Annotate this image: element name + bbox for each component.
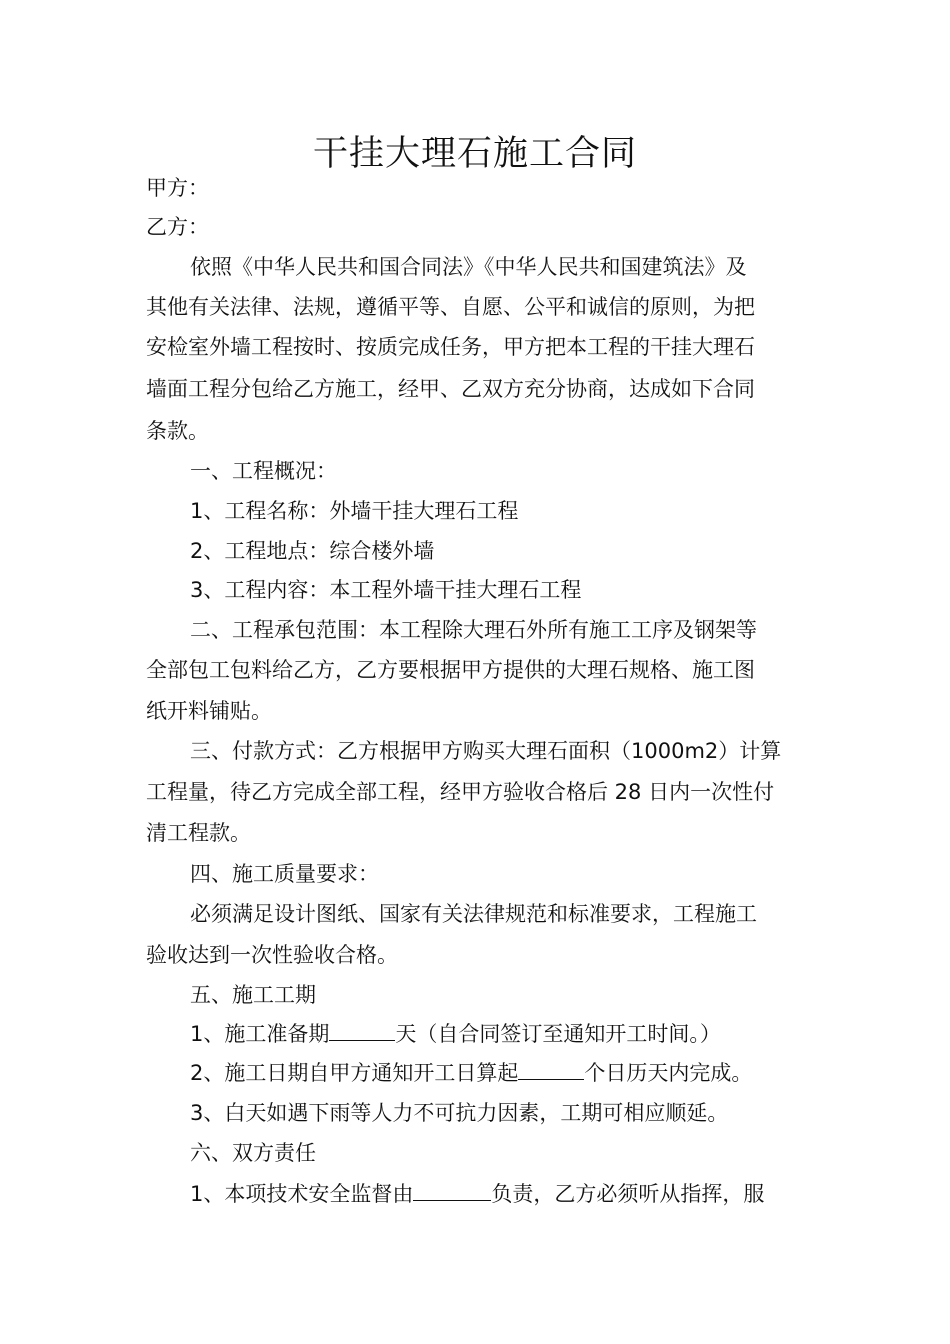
section-6-item-1 [190,1180,764,1208]
intro-line: 墙面工程分包给乙方施工，经甲、乙双方充分协商，达成如下合同 [146,377,755,401]
party-b-label: 乙方： [146,215,209,239]
section-1-heading: 一、工程概况： [190,459,337,483]
intro-line: 依照《中华人民共和国合同法》《中华人民共和国建筑法》及 [190,255,747,279]
section-6-item-1-text: 负责，乙方必须听从指挥，服 [491,1182,765,1206]
section-4-line: 验收达到一次性验收合格。 [146,943,398,967]
section-2-line: 全部包工包料给乙方，乙方要根据甲方提供的大理石规格、施工图 [146,658,755,682]
section-5-item-1 [190,1020,721,1048]
section-5-item-1-text: 1、施工准备期 [190,1022,330,1046]
fill-in-blank [518,1061,584,1080]
section-6-item-1-text: 1、本项技术安全监督由 [190,1182,414,1206]
section-3-line: 三、付款方式：乙方根据甲方购买大理石面积（1000m2）计算 [190,739,782,763]
section-6-heading: 六、双方责任 [190,1141,316,1165]
section-2-line: 二、工程承包范围：本工程除大理石外所有施工工序及钢架等 [190,618,757,642]
section-1-item: 1、工程名称：外墙干挂大理石工程 [190,499,519,523]
party-a-label: 甲方： [146,176,209,200]
section-4-line: 必须满足设计图纸、国家有关法律规范和标准要求，工程施工 [190,902,757,926]
section-5-item-2 [190,1059,752,1087]
fill-in-blank [329,1022,395,1041]
section-5-item-3: 3、白天如遇下雨等人力不可抗力因素，工期可相应顺延。 [190,1101,729,1125]
section-5-item-2-text: 2、施工日期自甲方通知开工日算起 [190,1061,519,1085]
section-5-item-2-text: 个日历天内完成。 [584,1061,753,1085]
intro-line: 条款。 [146,419,209,443]
fill-in-blank [413,1182,491,1201]
section-1-item: 3、工程内容：本工程外墙干挂大理石工程 [190,578,582,602]
section-3-line: 工程量，待乙方完成全部工程，经甲方验收合格后 28 日内一次性付 [146,780,775,804]
section-2-line: 纸开料铺贴。 [146,699,272,723]
intro-line: 安检室外墙工程按时、按质完成任务，甲方把本工程的干挂大理石 [146,335,755,359]
section-5-item-1-text: 天（自合同签订至通知开工时间。） [395,1022,721,1046]
section-1-item: 2、工程地点：综合楼外墙 [190,539,435,563]
section-3-line: 清工程款。 [146,821,251,845]
section-5-heading: 五、施工工期 [190,983,316,1007]
contract-title: 干挂大理石施工合同 [312,134,637,174]
intro-line: 其他有关法律、法规，遵循平等、自愿、公平和诚信的原则，为把 [146,295,755,319]
section-4-heading: 四、施工质量要求： [190,862,379,886]
